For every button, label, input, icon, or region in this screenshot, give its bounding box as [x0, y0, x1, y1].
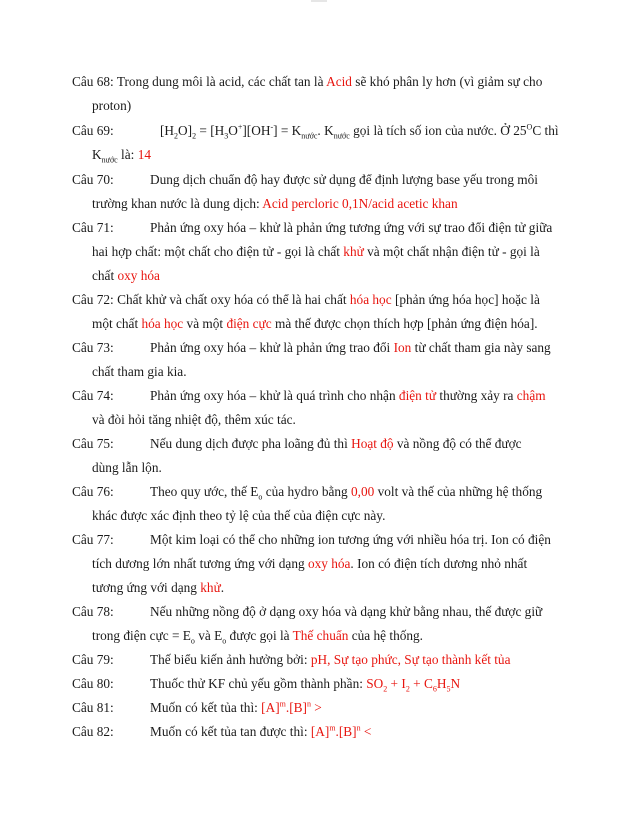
question-77 — [72, 528, 572, 600]
answer-text: N — [450, 676, 461, 691]
question-73 — [72, 336, 572, 384]
superscript: m — [329, 723, 336, 733]
answer-text: [A] — [310, 724, 330, 739]
formula-text: ] = K — [273, 123, 302, 138]
question-71-line-3 — [72, 264, 572, 288]
answer-text: .[B] — [285, 700, 307, 715]
answer-text: hóa học — [349, 292, 392, 307]
answer-text: pH, Sự tạo phức, Sự tạo thành kết tủa — [310, 652, 511, 667]
question-80 — [72, 672, 572, 696]
question-76 — [72, 480, 572, 528]
question-76-line-2 — [72, 504, 572, 528]
question-75-line-1 — [72, 432, 572, 456]
subscript: o — [222, 636, 227, 646]
formula-text: K — [92, 147, 102, 162]
question-text: khác được xác định theo tỷ lệ của thế của điện cực này. — [92, 508, 386, 523]
answer-text: Hoạt độ — [351, 436, 394, 451]
question-text: một chất — [92, 316, 142, 331]
question-text: mà thế được chọn thích hợp [phản ứng điện hóa]. — [271, 316, 538, 331]
question-number: Câu 68: — [72, 74, 114, 89]
question-text: từ chất tham gia này sang — [411, 340, 551, 355]
formula-text: = [H — [196, 123, 225, 138]
question-81 — [72, 696, 572, 720]
question-68-line-2 — [72, 94, 572, 118]
question-77-line-3 — [72, 576, 572, 600]
question-text: Muốn có kết tủa tan được thì: — [150, 724, 311, 739]
answer-text: hóa học — [141, 316, 184, 331]
question-71-line-1 — [72, 216, 572, 240]
subscript: nước — [301, 131, 318, 141]
subscript: 2 — [192, 131, 197, 141]
question-text: Muốn có kết tủa thì: — [150, 700, 262, 715]
question-75-line-2 — [72, 456, 572, 480]
question-text: và E — [194, 628, 223, 643]
answer-text: oxy hóa — [307, 556, 351, 571]
question-number: Câu 69: — [72, 123, 114, 138]
superscript: n — [356, 723, 361, 733]
question-number: Câu 77: — [72, 532, 114, 547]
question-70-line-1 — [72, 168, 572, 192]
question-73-line-2 — [72, 360, 572, 384]
question-text: Chất khử và chất oxy hóa có thể là hai chất — [113, 292, 350, 307]
question-text: của hệ thống. — [348, 628, 423, 643]
question-text: Trong dung môi là acid, các chất tan là — [113, 74, 327, 89]
question-text: dùng lẫn lộn. — [92, 460, 162, 475]
question-81-line-1 — [72, 696, 572, 720]
answer-text: + I — [387, 676, 406, 691]
question-68 — [72, 70, 572, 118]
answer-text: + C — [409, 676, 433, 691]
question-number: Câu 71: — [72, 220, 114, 235]
question-74 — [72, 384, 572, 432]
answer-text: điện tử — [398, 388, 437, 403]
question-70-line-2 — [72, 192, 572, 216]
formula-text: O] — [178, 123, 193, 138]
question-text: sẽ khó phân ly hơn (vì giảm sự cho — [351, 74, 543, 89]
question-text: Một kim loại có thể cho những ion tương ứng với nhiều hóa trị. Ion có điện — [150, 532, 551, 547]
question-text: . — [220, 580, 225, 595]
question-text: . Ion có điện tích dương nhỏ nhất — [350, 556, 528, 571]
question-text: Dung dịch chuẩn độ hay được sử dụng để định lượng base yếu trong môi — [150, 172, 538, 187]
answer-text: [A] — [261, 700, 280, 715]
superscript: n — [306, 699, 311, 709]
question-82 — [72, 720, 572, 744]
question-76-line-1 — [72, 480, 572, 504]
subscript: 5 — [446, 684, 451, 694]
question-69-line-1 — [72, 119, 572, 143]
subscript: 2 — [405, 684, 410, 694]
question-74-line-1 — [72, 384, 572, 408]
question-text: tương ứng với dạng — [92, 580, 201, 595]
question-79-line-1 — [72, 648, 572, 672]
question-72-line-2 — [72, 312, 572, 336]
question-text: volt và thế của những hệ thống — [374, 484, 543, 499]
superscript: - — [270, 122, 274, 132]
question-text: hai hợp chất: một chất cho điện tử - gọi là chất — [92, 244, 344, 259]
subscript: 2 — [383, 684, 388, 694]
subscript: 2 — [174, 131, 179, 141]
superscript: + — [237, 122, 243, 132]
question-text: Phản ứng oxy hóa – khử là phản ứng tương ứng với sự trao đổi điện tử giữa — [150, 220, 553, 235]
superscript: O — [526, 122, 533, 132]
subscript: nước — [333, 131, 350, 141]
question-text: gọi là tích số ion của nước. Ở 25 — [349, 123, 527, 138]
question-text: Thuốc thử KF chủ yếu gồm thành phần: — [150, 676, 367, 691]
answer-text: H — [436, 676, 447, 691]
question-78-line-1 — [72, 600, 572, 624]
question-text: và đòi hỏi tăng nhiệt độ, thêm xúc tác. — [92, 412, 296, 427]
answer-text: > — [310, 700, 322, 715]
question-text: Theo quy ước, thế E — [150, 484, 259, 499]
question-74-line-2 — [72, 408, 572, 432]
answer-text: Acid percloric 0,1N/acid acetic khan — [262, 196, 458, 211]
answer-text: chậm — [516, 388, 546, 403]
question-text: Nếu dung dịch được pha loãng đủ thì — [150, 436, 352, 451]
question-text: thường xảy ra — [436, 388, 517, 403]
question-text: Phản ứng oxy hóa – khử là quá trình cho nhận — [150, 388, 399, 403]
answer-text: khử — [200, 580, 221, 595]
question-78-line-2 — [72, 624, 572, 648]
question-text: chất tham gia kia. — [92, 364, 187, 379]
formula-text: ][OH — [242, 123, 271, 138]
question-number: Câu 80: — [72, 676, 114, 691]
answer-text: SO — [366, 676, 384, 691]
question-text: và một — [183, 316, 227, 331]
question-text: và một chất nhận điện tử - gọi là — [363, 244, 540, 259]
formula-text: . K — [317, 123, 334, 138]
question-number: Câu 70: — [72, 172, 114, 187]
page-top-mark — [311, 0, 327, 2]
answer-text: Acid — [326, 74, 352, 89]
question-text: [phản ứng hóa học] hoặc là — [391, 292, 540, 307]
question-number: Câu 79: — [72, 652, 114, 667]
question-71-line-2 — [72, 240, 572, 264]
answer-text: khử — [343, 244, 364, 259]
question-77-line-2 — [72, 552, 572, 576]
question-text: là: — [117, 147, 138, 162]
subscript: 6 — [432, 684, 437, 694]
subscript: o — [190, 636, 195, 646]
question-79 — [72, 648, 572, 672]
question-text: của hydro bằng — [262, 484, 352, 499]
question-number: Câu 75: — [72, 436, 114, 451]
subscript: o — [258, 492, 263, 502]
question-number: Câu 73: — [72, 340, 114, 355]
question-82-line-1 — [72, 720, 572, 744]
question-number: Câu 78: — [72, 604, 114, 619]
question-text: tích dương lớn nhất tương ứng với dạng — [92, 556, 308, 571]
question-text: trường khan nước là dung dịch: — [92, 196, 263, 211]
subscript: 3 — [224, 131, 229, 141]
formula-text: O — [228, 123, 238, 138]
question-71 — [72, 216, 572, 288]
question-80-line-1 — [72, 672, 572, 696]
question-number: Câu 82: — [72, 724, 114, 739]
question-text: C thì — [532, 123, 559, 138]
answer-text: oxy hóa — [117, 268, 160, 283]
superscript: m — [279, 699, 286, 709]
question-75 — [72, 432, 572, 480]
question-73-line-1 — [72, 336, 572, 360]
question-68-line-1 — [72, 70, 572, 94]
question-69 — [72, 119, 572, 167]
answer-text: .[B] — [335, 724, 357, 739]
question-number: Câu 74: — [72, 388, 114, 403]
formula-text: [H — [160, 123, 175, 138]
question-text: Phản ứng oxy hóa – khử là phản ứng trao đổi — [150, 340, 394, 355]
question-text: proton) — [92, 98, 132, 113]
question-number: Câu 72: — [72, 292, 114, 307]
question-72 — [72, 288, 572, 336]
question-text: chất — [92, 268, 118, 283]
answer-text: 0,00 — [351, 484, 375, 499]
question-number: Câu 76: — [72, 484, 114, 499]
question-text: trong điện cực = E — [92, 628, 191, 643]
answer-text: 14 — [137, 147, 151, 162]
question-text: được gọi là — [226, 628, 293, 643]
question-72-line-1 — [72, 288, 572, 312]
subscript: nước — [101, 155, 118, 165]
question-70 — [72, 168, 572, 216]
answer-text: điện cực — [226, 316, 272, 331]
question-78 — [72, 600, 572, 648]
question-number: Câu 81: — [72, 700, 114, 715]
answer-text: Ion — [393, 340, 412, 355]
question-text: và nồng độ có thể được — [393, 436, 522, 451]
question-text: Thế biểu kiến ảnh hưởng bởi: — [150, 652, 311, 667]
question-77-line-1 — [72, 528, 572, 552]
question-69-line-2 — [72, 143, 572, 167]
question-text: Nếu những nồng độ ở dạng oxy hóa và dạng khử bằng nhau, thế được giữ — [150, 604, 543, 619]
answer-text: < — [360, 724, 372, 739]
answer-text: Thế chuẩn — [292, 628, 349, 643]
